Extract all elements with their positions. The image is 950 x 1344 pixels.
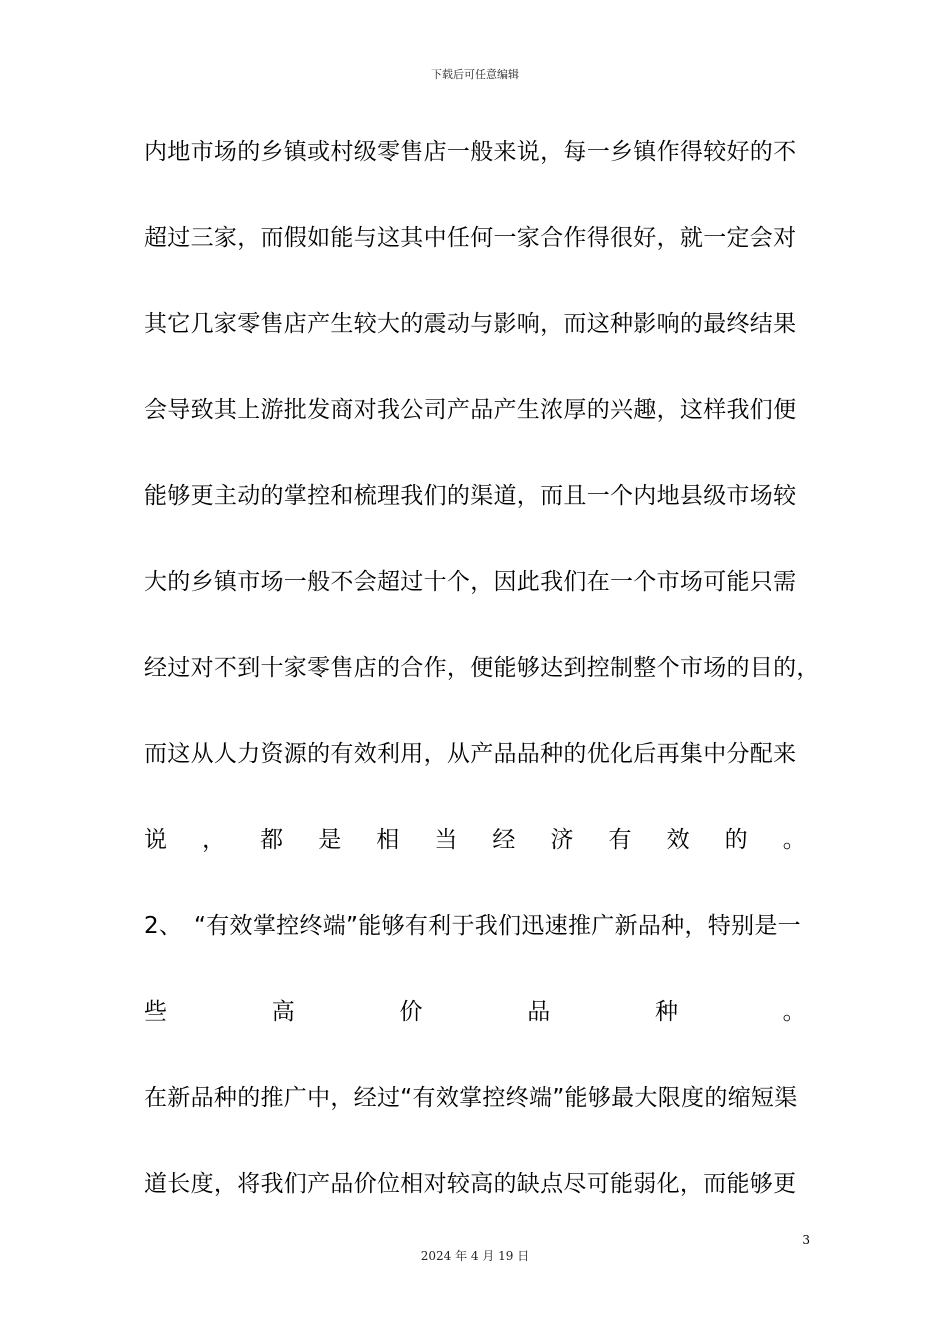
text-line: 经过对不到十家零售店的合作，便能够达到控制整个市场的目的， — [144, 655, 820, 681]
text-line: 其它几家零售店产生较大的震动与影响，而这种影响的最终结果 — [144, 311, 797, 337]
justified-char: 。 — [782, 999, 806, 1025]
justified-char: 经 — [492, 827, 516, 853]
text-line: 能够更主动的掌控和梳理我们的渠道，而且一个内地县级市场较 — [144, 483, 797, 509]
justified-char: 当 — [434, 827, 458, 853]
text-line: 道长度，将我们产品价位相对较高的缺点尽可能弱化，而能够更 — [144, 1171, 797, 1197]
text-line: 在新品种的推广中，经过“有效掌控终端”能够最大限度的缩短渠 — [144, 1085, 798, 1111]
text-line: 内地市场的乡镇或村级零售店一般来说，每一乡镇作得较好的不 — [144, 139, 797, 165]
justified-char: 。 — [782, 827, 806, 853]
body-text — [144, 134, 820, 1252]
text-line: 会导致其上游批发商对我公司产品产生浓厚的兴趣，这样我们便 — [144, 397, 797, 423]
justified-char: 些 — [144, 999, 168, 1025]
justified-char: 都 — [260, 827, 284, 853]
justified-char: 相 — [376, 827, 400, 853]
justified-char: 种 — [654, 999, 679, 1025]
text-line: 而这从人力资源的有效利用，从产品品种的优化后再集中分配来 — [144, 741, 797, 767]
justified-char: 济 — [550, 827, 574, 853]
footer-date: 2024 年 4 月 19 日 — [420, 1249, 530, 1263]
justified-text-line — [144, 994, 806, 1080]
justified-char: 是 — [318, 827, 342, 853]
justified-char: 有 — [608, 827, 632, 853]
justified-char: 价 — [399, 999, 423, 1025]
justified-char: ， — [202, 827, 226, 853]
justified-char: 说 — [144, 827, 168, 853]
text-line: 超过三家，而假如能与这其中任何一家合作得很好，就一定会对 — [144, 225, 797, 251]
page-header: 下载后可任意编辑 — [431, 68, 519, 81]
justified-char: 效 — [666, 827, 690, 853]
justified-char: 高 — [271, 999, 296, 1025]
page-number: 3 — [802, 1233, 810, 1247]
justified-char: 的 — [724, 827, 748, 853]
text-line: 大的乡镇市场一般不会超过十个，因此我们在一个市场可能只需 — [144, 569, 797, 595]
justified-text-line — [144, 822, 806, 908]
justified-char: 品 — [527, 999, 551, 1025]
list-item-2: 2、 “有效掌控终端”能够有利于我们迅速推广新品种，特别是一 — [144, 913, 801, 939]
